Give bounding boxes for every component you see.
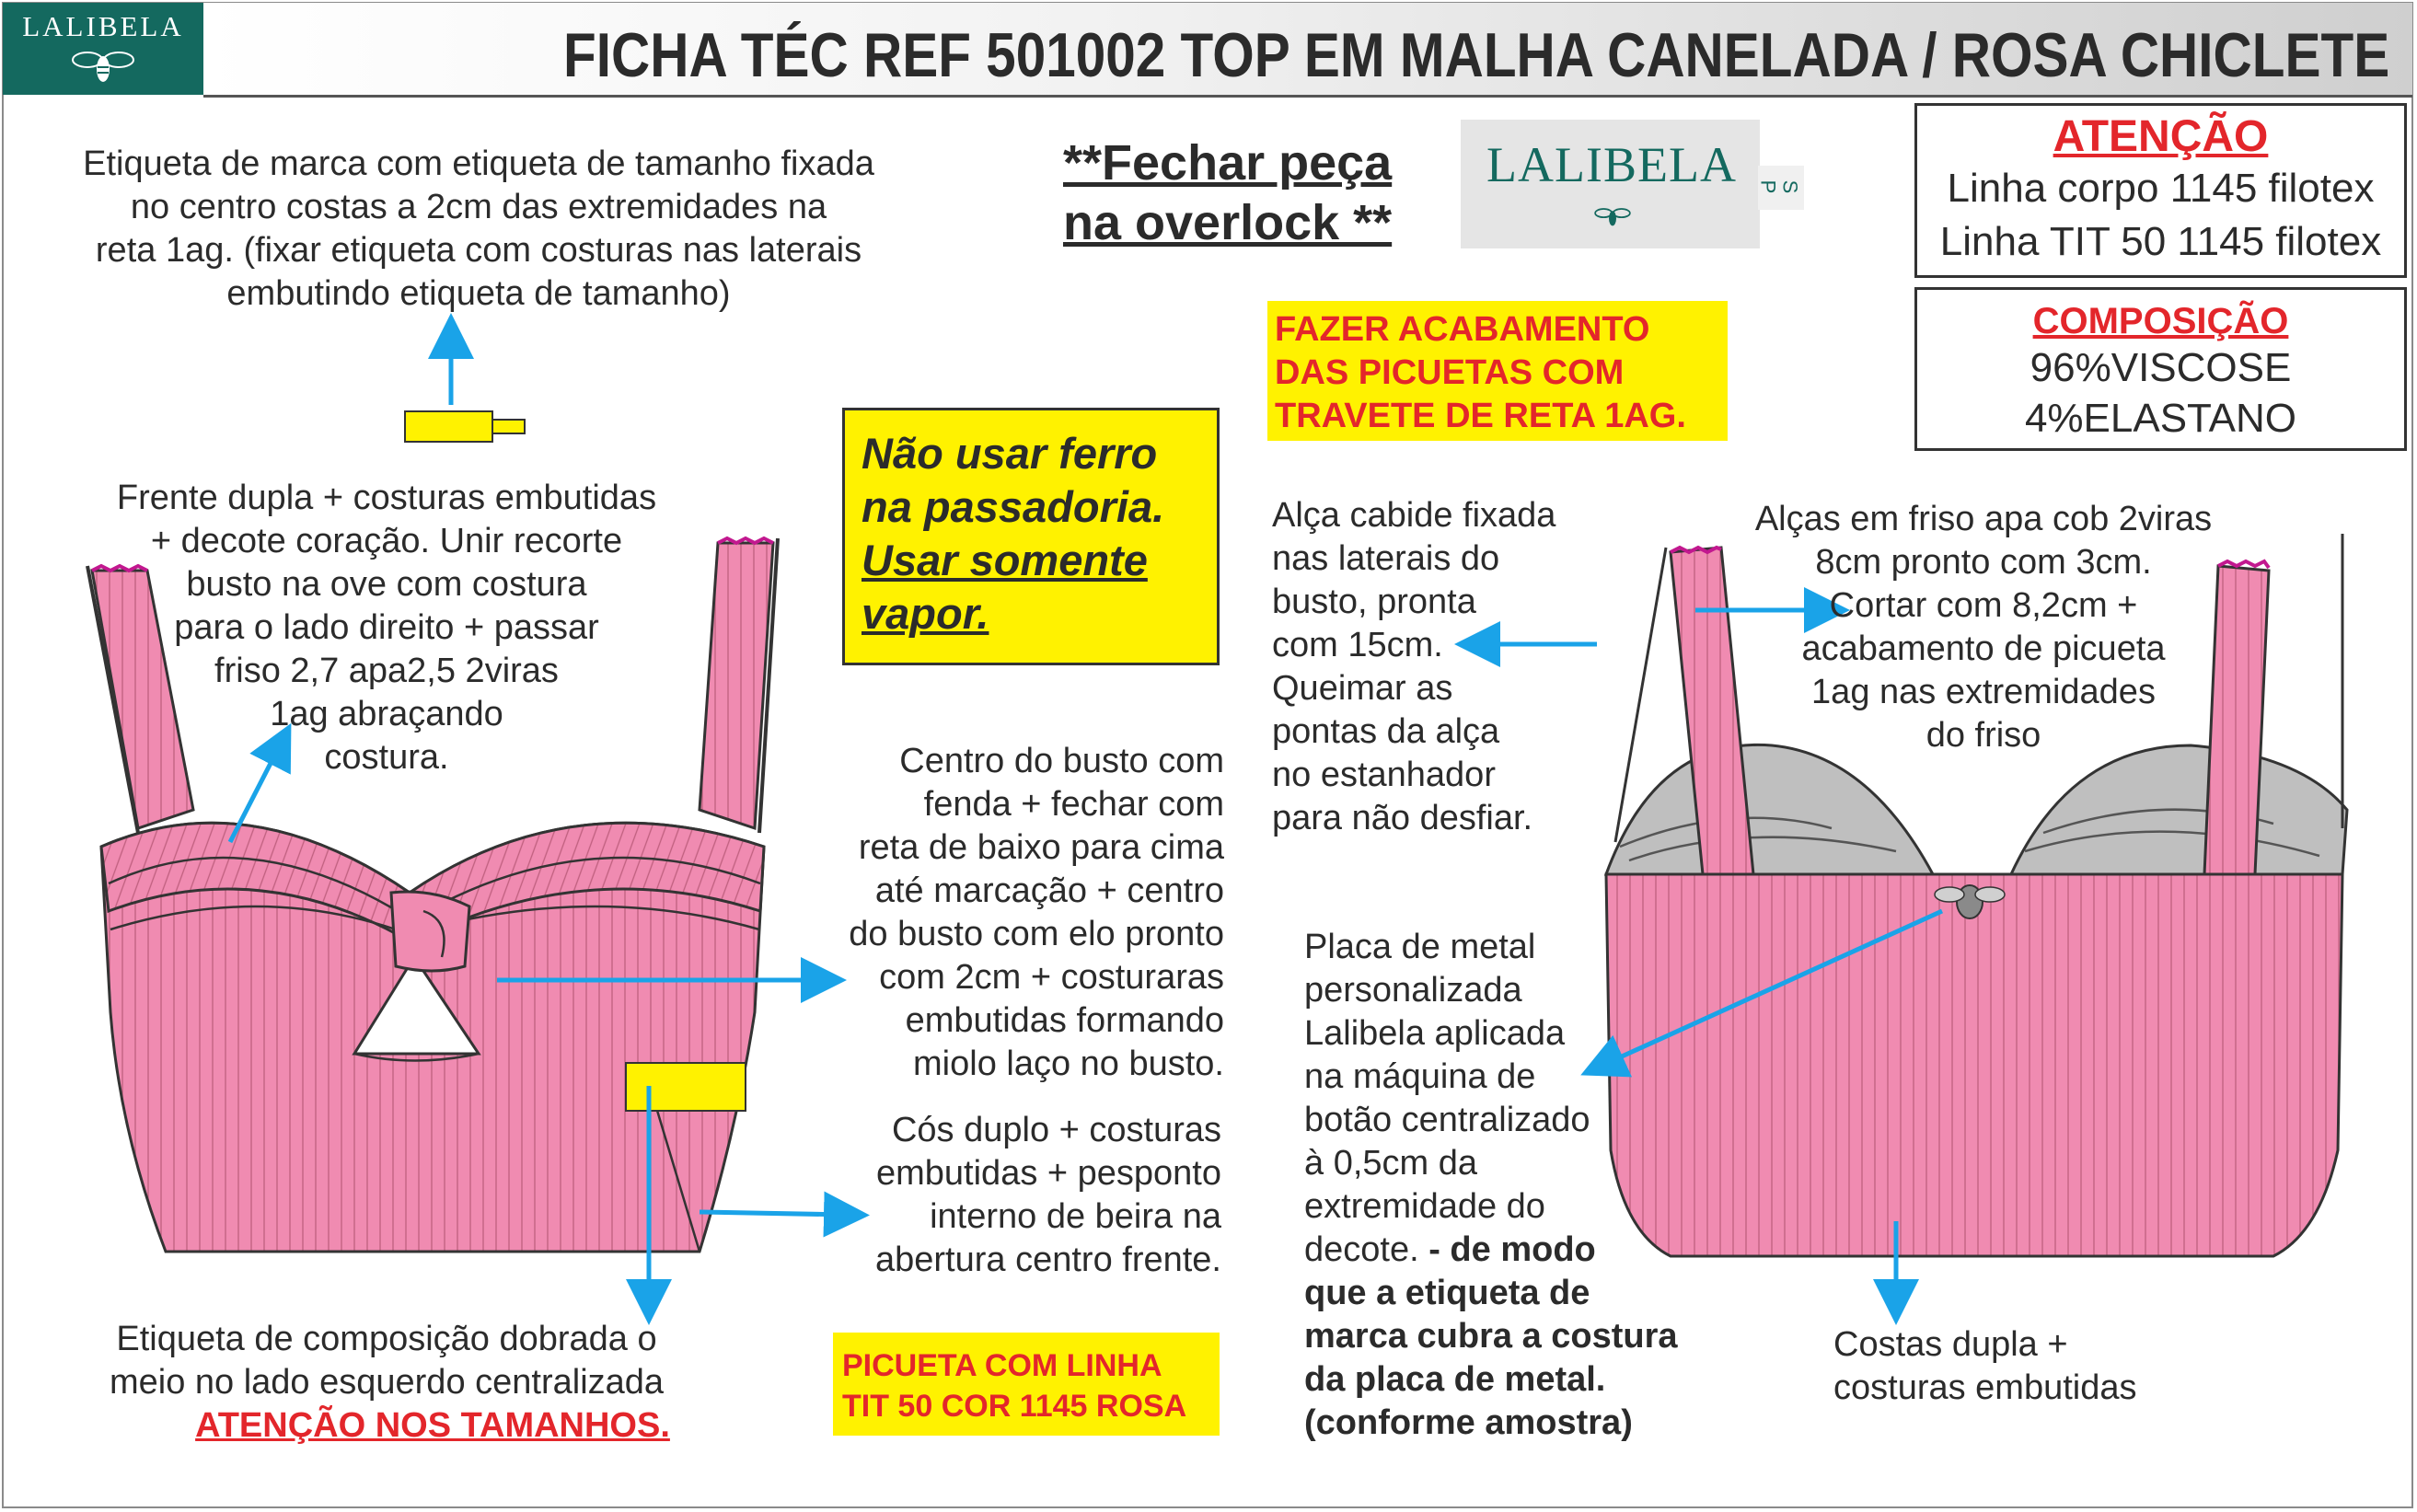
text-line: personalizada: [1304, 971, 1522, 1010]
text-line: **Fechar peça: [1063, 135, 1393, 190]
note-picueta-thread: [833, 1333, 1220, 1436]
text-line-bold: que a etiqueta de: [1304, 1274, 1590, 1312]
text-line: costura.: [324, 738, 449, 777]
text-line: 1ag abraçando: [270, 695, 503, 733]
text-line: Queimar as: [1272, 669, 1453, 708]
text-line: Lalibela aplicada: [1304, 1014, 1566, 1053]
text-line: embutidas formando: [905, 1001, 1224, 1040]
text-line: costuras embutidas: [1833, 1368, 2137, 1407]
text-line: friso 2,7 apa2,5 2viras: [214, 652, 559, 690]
text-line: DAS PICUETAS COM: [1275, 353, 1625, 392]
text-line: 1ag nas extremidades: [1811, 673, 2156, 711]
text-line: Frente dupla + costuras embutidas: [116, 479, 657, 517]
brand-logo-text: LALIBELA: [22, 10, 184, 42]
size-tag: [1758, 166, 1804, 210]
text-line: no centro costas a 2cm das extremidades na: [130, 188, 827, 226]
attention-line: Linha corpo 1145 filotex: [1947, 166, 2375, 211]
composition-label-marker: [626, 1063, 746, 1111]
brand-label-sample: [1461, 120, 1760, 248]
text-line: Cortar com 8,2cm +: [1829, 586, 2138, 625]
composition-box: [1914, 287, 2407, 451]
attention-box: [1914, 103, 2407, 278]
text-line: decote.: [1304, 1230, 1419, 1269]
composition-title: COMPOSIÇÃO: [2032, 301, 2289, 341]
text-line: Centro do busto com: [899, 742, 1224, 780]
text-line: Etiqueta de marca com etiqueta de tamanho fixada: [83, 144, 874, 183]
text-line: busto na ove com costura: [186, 565, 587, 604]
text-line: abertura centro frente.: [875, 1241, 1221, 1279]
text-line: do friso: [1926, 716, 2041, 755]
text-line: reta de baixo para cima: [858, 828, 1224, 867]
text-line: no estanhador: [1272, 756, 1496, 794]
text-line: do busto com elo pronto: [849, 915, 1224, 953]
text-line: na passadoria.: [862, 482, 1165, 531]
text-line: na overlock **: [1063, 195, 1393, 250]
note-waistband: [764, 1109, 1221, 1282]
text-line: PICUETA COM LINHA: [842, 1348, 1162, 1383]
text-line: meio no lado esquerdo centralizada: [109, 1363, 665, 1402]
text-line-bold: - de modo: [1428, 1230, 1596, 1269]
text-line: interno de beira na: [930, 1197, 1221, 1236]
text-line-bold: marca cubra a costura: [1304, 1317, 1678, 1356]
note-picueta-finish: [1267, 301, 1728, 441]
note-no-iron: [842, 408, 1220, 665]
text-line: Costas dupla +: [1833, 1325, 2068, 1364]
text-line: acabamento de picueta: [1801, 629, 2166, 668]
text-line: nas laterais do: [1272, 539, 1500, 578]
text-line-bold: da placa de metal.: [1304, 1360, 1606, 1399]
text-line: à 0,5cm da: [1304, 1144, 1477, 1183]
text-line: na máquina de: [1304, 1057, 1536, 1096]
text-line: fenda + fechar com: [923, 785, 1224, 824]
bust-knot: [391, 892, 469, 971]
text-line: FAZER ACABAMENTO: [1275, 310, 1650, 349]
text-line: com 15cm.: [1272, 626, 1443, 664]
text-line: Etiqueta de composição dobrada o: [116, 1320, 657, 1358]
bee-icon: [1594, 202, 1631, 230]
note-hanger-strap: [1272, 494, 1603, 840]
text-line: Alça cabide fixada: [1272, 496, 1556, 535]
text-line: TRAVETE DE RETA 1AG.: [1275, 397, 1686, 435]
composition-line: 96%VISCOSE: [2030, 345, 2292, 390]
text-line: vapor.: [862, 589, 989, 638]
text-line: para não desfiar.: [1272, 799, 1533, 837]
text-line: Não usar ferro: [862, 429, 1158, 478]
back-left-cup-lining: [1606, 744, 1933, 874]
size-p: P: [1756, 179, 1780, 194]
text-line: + decote coração. Unir recorte: [150, 522, 623, 560]
label-brand-text: LALIBELA: [1486, 137, 1737, 192]
attention-sizes: ATENÇÃO NOS TAMANHOS.: [195, 1406, 670, 1445]
text-line: botão centralizado: [1304, 1101, 1590, 1139]
text-line: até marcação + centro: [874, 871, 1224, 910]
attention-title: ATENÇÃO: [2053, 112, 2269, 161]
note-back-double: [1833, 1323, 2220, 1410]
note-straps-trim: [1721, 498, 2246, 757]
text-line: extremidade do: [1304, 1187, 1545, 1226]
text-line: Cós duplo + costuras: [891, 1111, 1221, 1149]
text-line: reta 1ag. (fixar etiqueta com costuras nas laterais: [95, 231, 862, 270]
brand-label-marker: [405, 411, 492, 442]
text-line: 8cm pronto com 3cm.: [1815, 543, 2152, 582]
text-line: Usar somente: [862, 536, 1148, 584]
composition-line: 4%ELASTANO: [2024, 396, 2297, 441]
text-line: miolo laço no busto.: [913, 1045, 1224, 1083]
text-line: pontas da alça: [1272, 712, 1500, 751]
note-brand-label: [37, 143, 920, 316]
size-s: S: [1778, 179, 1802, 194]
text-line: Placa de metal: [1304, 928, 1536, 966]
text-line: embutidas + pesponto: [876, 1154, 1221, 1193]
note-bust-center: [764, 740, 1224, 1086]
note-front-double: [110, 477, 663, 779]
text-line: TIT 50 COR 1145 ROSA: [842, 1389, 1187, 1424]
text-line: embutindo etiqueta de tamanho): [226, 274, 731, 313]
text-line: para o lado direito + passar: [174, 608, 599, 647]
note-metal-plate: [1304, 926, 1764, 1445]
text-line: Alças em friso apa cob 2viras: [1754, 500, 2213, 538]
note-composition-label: [64, 1318, 709, 1448]
text-line: busto, pronta: [1272, 583, 1476, 621]
text-line: com 2cm + costuraras: [879, 958, 1224, 997]
page-title: FICHA TÉC REF 501002 TOP EM MALHA CANELADA / ROSA CHICLETE: [562, 20, 2389, 90]
text-line-bold: (conforme amostra): [1304, 1403, 1633, 1442]
note-overlock: [1063, 133, 1392, 253]
attention-line: Linha TIT 50 1145 filotex: [1939, 219, 2382, 264]
